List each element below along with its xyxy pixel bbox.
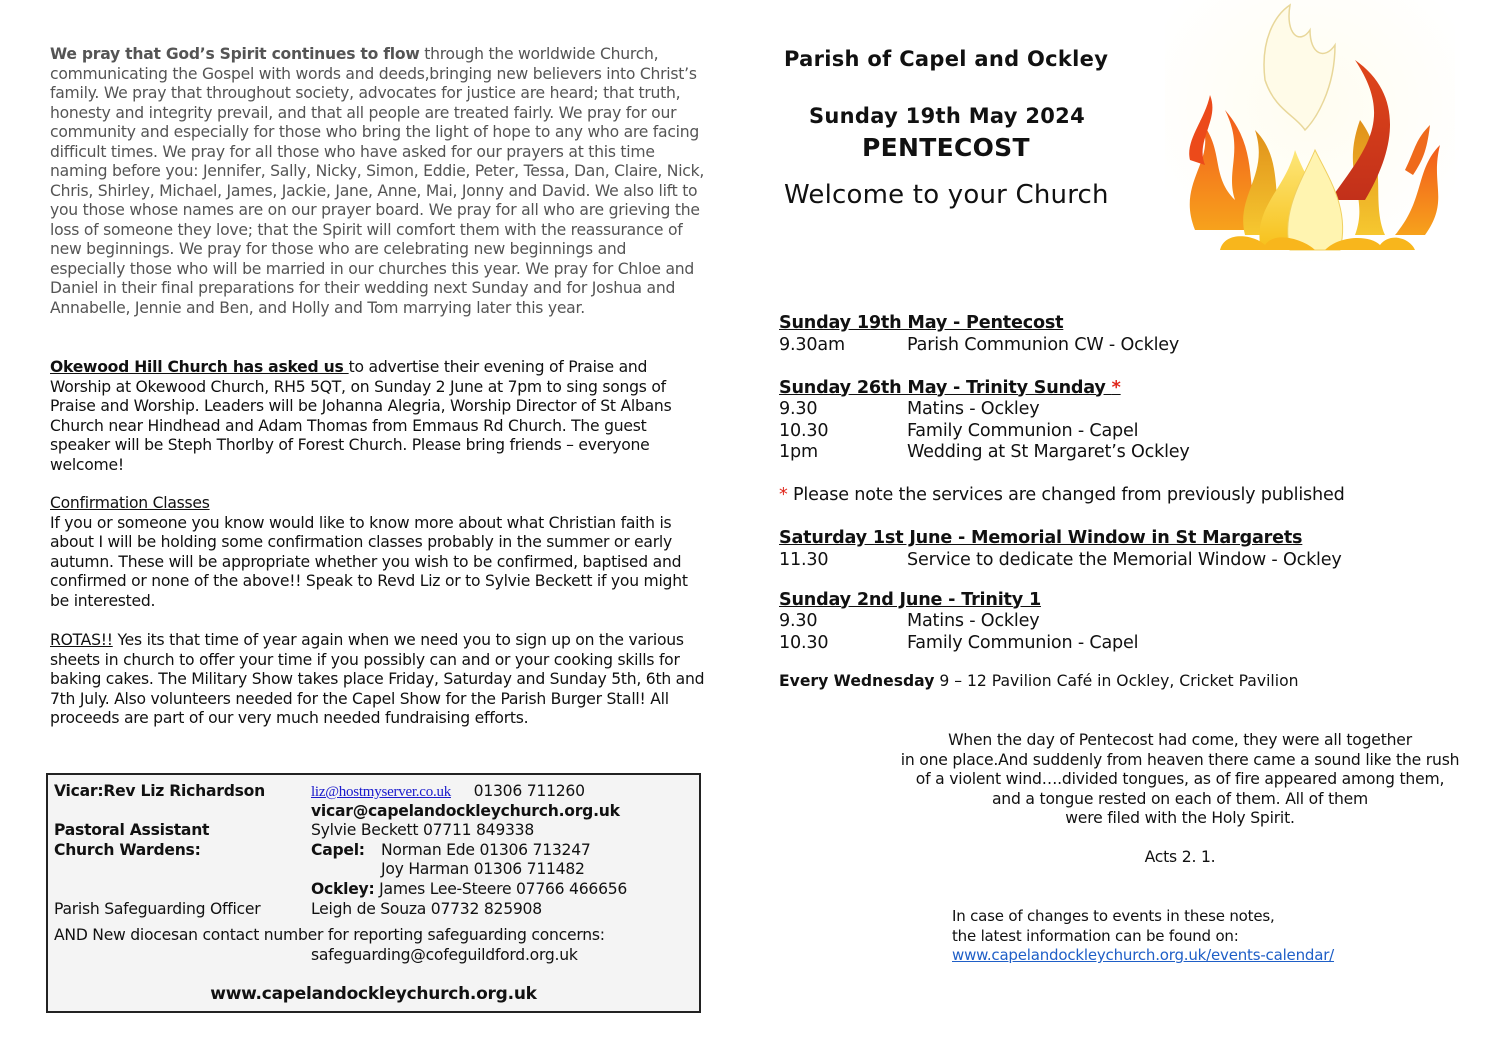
capel-warden-2: Joy Harman 01306 711482 bbox=[381, 860, 585, 878]
service-schedule bbox=[779, 313, 1419, 654]
confirmation-body: If you or someone you know would like to know more about what Christian faith is about I will be holding some confirmation classes probably in the summer or early autumn. These will be appropriate whether you wish to be confirmed, baptised and confirmed or none of the above!! Speak to Revd Liz or to Sylvie Beckett if you might be interested. bbox=[50, 513, 688, 610]
okewood-section bbox=[50, 358, 705, 475]
capel-warden-1: Norman Ede 01306 713247 bbox=[381, 841, 591, 859]
schedule-group bbox=[779, 313, 1419, 356]
rotas-body: Yes its that time of year again when we need you to sign up on the various sheets in church to offer your time if you possibly can and or your cooking skills for baking cakes. The Military Show takes place Friday, Saturday and Sunday 5th, 6th and 7th July. Also volunteers needed for the Capel Show for the Parish Burger Stall! All proceeds are part of our very much needed fundraising efforts. bbox=[50, 631, 705, 727]
schedule-item: 10.30 Family Communion - Capel bbox=[779, 420, 1139, 441]
vicar-email-link[interactable]: liz@hostmyserver.co.uk bbox=[311, 784, 451, 800]
schedule-item: 9.30 Matins - Ockley bbox=[779, 611, 1040, 631]
confirmation-section bbox=[50, 494, 705, 611]
footer-note bbox=[952, 907, 1334, 966]
schedule-group bbox=[779, 528, 1419, 571]
schedule-heading: Saturday 1st June - Memorial Window in St Margarets bbox=[779, 528, 1303, 548]
welcome-title: Welcome to your Church bbox=[784, 180, 1109, 210]
scripture-verse bbox=[850, 731, 1497, 868]
okewood-body: to advertise their evening of Praise and Worship at Okewood Church, RH5 5QT, on Sunday 2 June at 7pm to sing songs of Praise and Worship. Leaders will be Johanna Alegria, Worship Director of St Albans Church near Hindhead and Adam Thomas from Emmaus Rd Church. The guest speaker will be Steph Thorlby of Forest Church. Please bring friends – everyone welcome! bbox=[50, 358, 672, 474]
schedule-heading: Sunday 2nd June - Trinity 1 bbox=[779, 589, 1041, 610]
safeguarding-value: Leigh de Souza 07732 825908 bbox=[311, 900, 542, 918]
diocesan-email: safeguarding@cofeguildford.org.uk bbox=[311, 946, 578, 964]
rotas-section bbox=[50, 631, 705, 729]
schedule-group bbox=[779, 378, 1419, 464]
verse-line: of a violent wind….divided tongues, as of fire appeared among them, bbox=[915, 770, 1445, 788]
weekly-label: Every Wednesday bbox=[779, 672, 935, 690]
footer-note-line1: In case of changes to events in these notes, bbox=[952, 907, 1275, 925]
website-text: www.capelandockleychurch.org.uk bbox=[210, 984, 537, 1004]
schedule-group bbox=[779, 590, 1419, 655]
confirmation-heading: Confirmation Classes bbox=[50, 494, 210, 512]
schedule-item: 9.30am Parish Communion CW - Ockley bbox=[779, 334, 1180, 355]
service-date: Sunday 19th May 2024 bbox=[809, 104, 1085, 128]
events-calendar-link[interactable]: www.capelandockleychurch.org.uk/events-calendar/ bbox=[952, 946, 1335, 964]
change-note: * Please note the services are changed from previously published bbox=[779, 485, 1345, 505]
verse-line: were filed with the Holy Spirit. bbox=[1065, 809, 1295, 827]
verse-line: When the day of Pentecost had come, they were all together bbox=[948, 731, 1412, 749]
contact-box bbox=[46, 773, 701, 1013]
prayer-section bbox=[50, 45, 705, 318]
ockley-label: Ockley: bbox=[311, 880, 375, 898]
prayer-body: through the worldwide Church, communicating the Gospel with words and deeds,bringing new believers into Christ’s family. We pray that throughout society, advocates for justice are heard; that truth, honesty and integrity prevail, and that all people are treated fairly. We pray for our community and especially for those who bring the light of hope to any who are facing difficult times. We pray for all those who have asked for our prayers at this time naming before you: Jennifer, Sally, Nicky, Simon, Eddie, Peter, Tessa, Dan, Claire, Nick, Chris, Shirley, Michael, James, Jackie, Jane, Anne, Mai, Jonny and David. We also lift to you those whose names are on our prayer board. We pray for all who are grieving the loss of someone they love; that the Spirit will comfort them with the reassurance of new beginnings. We pray for those who are celebrating new beginnings and especially those who will be married in our churches this year. We pray for Chloe and Daniel in their final preparations for their wedding next Sunday and for Joshua and Annabelle, Jennie and Ben, and Holly and Tom marrying later this year. bbox=[50, 45, 705, 317]
verse-line: and a tongue rested on each of them. All of them bbox=[991, 789, 1369, 808]
schedule-item: 11.30 Service to dedicate the Memorial Window - Ockley bbox=[779, 549, 1342, 570]
ockley-warden-1: James Lee-Steere 07766 466656 bbox=[379, 880, 628, 898]
safeguarding-label: Parish Safeguarding Officer bbox=[54, 900, 261, 918]
schedule-item: 10.30 Family Communion - Capel bbox=[779, 632, 1139, 653]
diocesan-note: AND New diocesan contact number for reporting safeguarding concerns: bbox=[54, 926, 605, 944]
verse-line: in one place.And suddenly from heaven there came a sound like the rush bbox=[900, 750, 1460, 769]
weekly-event bbox=[779, 672, 1299, 690]
capel-label: Capel: bbox=[311, 841, 365, 859]
pastoral-value: Sylvie Beckett 07711 849338 bbox=[311, 821, 535, 839]
parish-title: Parish of Capel and Ockley bbox=[784, 47, 1109, 71]
schedule-heading: Sunday 26th May - Trinity Sunday * bbox=[779, 377, 1121, 398]
wardens-label: Church Wardens: bbox=[54, 841, 201, 859]
schedule-heading: Sunday 19th May - Pentecost bbox=[779, 313, 1064, 333]
changed-star-marker: * bbox=[1111, 377, 1121, 398]
pentecost-dove-flames-icon bbox=[1165, 0, 1455, 265]
verse-reference: Acts 2. 1. bbox=[1144, 848, 1216, 866]
footer-note-line2: the latest information can be found on: bbox=[952, 926, 1239, 945]
occasion-title: PENTECOST bbox=[862, 133, 1030, 162]
schedule-item: 9.30 Matins - Ockley bbox=[779, 399, 1040, 419]
vicar-label: Vicar:Rev Liz Richardson bbox=[54, 782, 265, 800]
prayer-lead: We pray that God’s Spirit continues to flow bbox=[50, 45, 420, 63]
vicar-phone: 01306 711260 bbox=[473, 782, 585, 800]
schedule-item: 1pm Wedding at St Margaret’s Ockley bbox=[779, 442, 1190, 462]
weekly-text: 9 – 12 Pavilion Café in Ockley, Cricket Pavilion bbox=[934, 672, 1299, 690]
okewood-heading: Okewood Hill Church has asked us bbox=[50, 358, 349, 376]
rotas-heading: ROTAS!! bbox=[50, 631, 113, 649]
vicar-email-2: vicar@capelandockleychurch.org.uk bbox=[311, 802, 620, 820]
pastoral-label: Pastoral Assistant bbox=[54, 821, 210, 839]
